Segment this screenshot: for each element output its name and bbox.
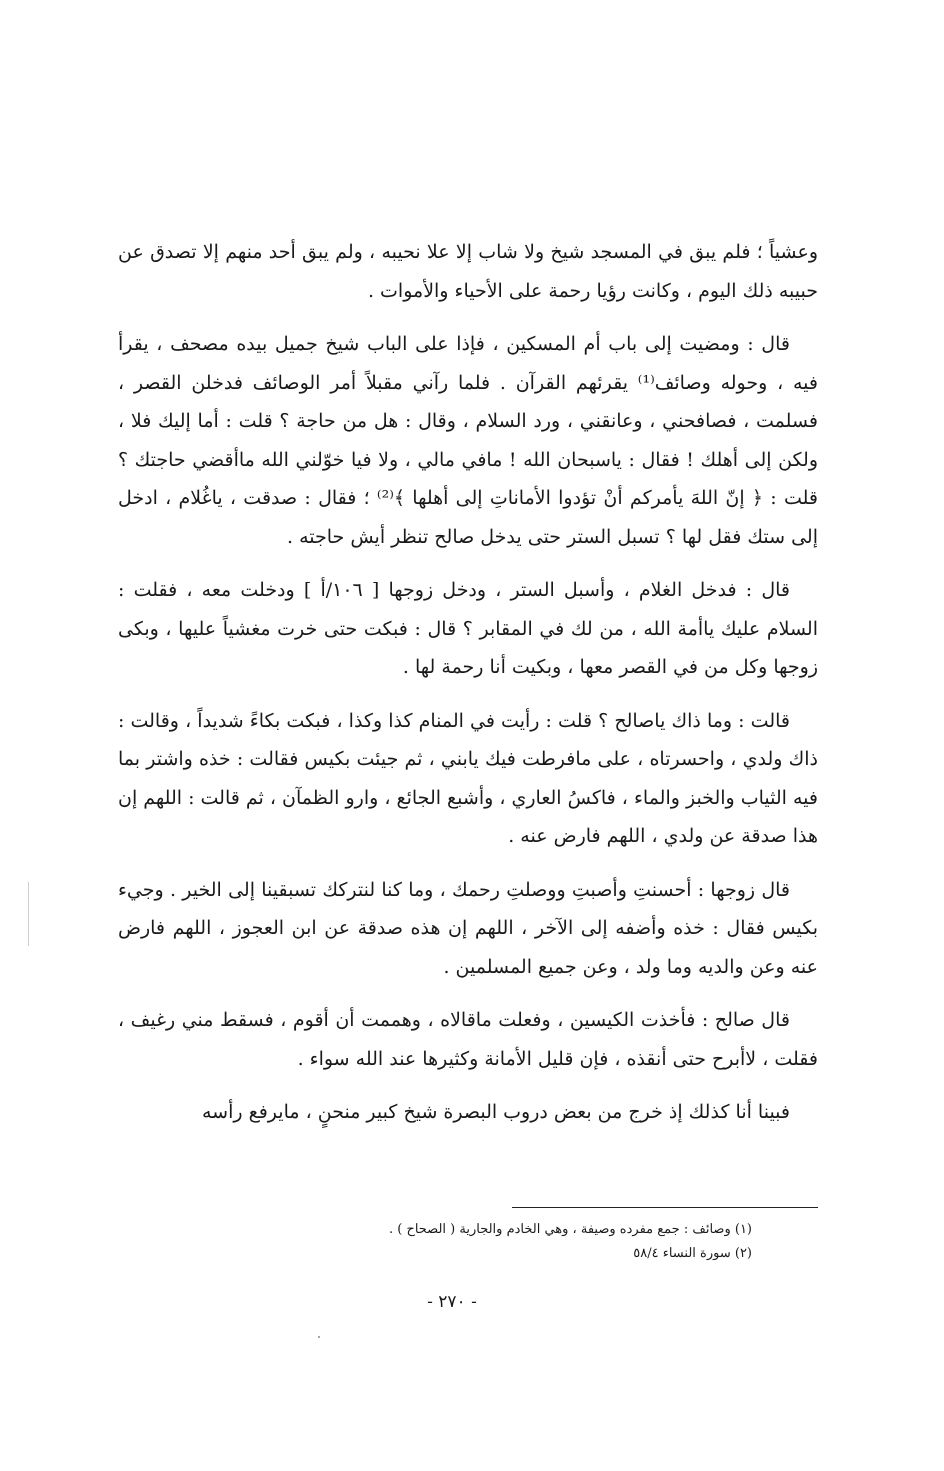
footnote-2: (٢) سورة النساء ٥٨/٤ [633, 1246, 752, 1261]
paragraph-3: قال : فدخل الغلام ، وأسبل الستر ، ودخل زوجها [ ١٠٦/أ ] ودخلت معه ، فقلت : السلام عليك ياأمة الله ، من لك في المقابر ؟ قال : فبكت حتى خرت مغشياً عليها ، وبكى زوجها وكل من في القصر معها ، وبكيت أنا رحمة لها . [118, 579, 818, 678]
footnotes-block [340, 1218, 752, 1266]
paragraph-5: قال زوجها : أحسنتِ وأصبتِ ووصلتِ رحمك ، وما كنا لنتركك تسبقينا إلى الخير . وجيء بكيس فقال : خذه وأضفه إلى الآخر ، اللهم إن هذه صدقة عن ابن العجوز ، اللهم فارض عنه وعن والديه وما ولد ، وعن جميع المسلمين . [118, 878, 818, 978]
paragraph-2: قال : ومضيت إلى باب أم المسكين ، فإذا على الباب شيخ جميل بيده مصحف ، يقرأ فيه ، وحوله وصائف⁽¹⁾ يقرئهم القرآن . فلما رآني مقبلاً أمر الوصائف فدخلن القصر ، فسلمت ، فصافحني ، وعانقني ، ورد السلام ، وقال : هل من حاجة ؟ قلت : أما إليك فلا ، ولكن إلى أهلك ! فقال : ياسبحان الله ! مافي مالي ، ولا فيا خوّلني الله ماأقضي حاجتك ؟ قلت : ﴿ إنّ اللهَ يأمركم أنْ تؤدوا الأماناتِ إلى أهلها ﴾⁽²⁾ ؛ فقال : صدقت ، ياغُلام ، ادخل إلى ستك فقل لها ؟ تسبل الستر حتى يدخل صالح تنظر أيش حاجته . [118, 333, 818, 548]
paragraph-1: وعشياً ؛ فلم يبق في المسجد شيخ ولا شاب إلا علا نحيبه ، ولم يبق أحد منهم إلا تصدق عن حبيبه ذلك اليوم ، وكانت رؤيا رحمة على الأحياء والأموات . [118, 241, 818, 302]
paragraph-6: قال صالح : فأخذت الكيسين ، وفعلت ماقالاه ، وهممت أن أقوم ، فسقط مني رغيف ، فقلت ، لاأبرح حتى أنقذه ، فإن قليل الأمانة وكثيرها عند الله سواء . [118, 1009, 818, 1070]
footnote-1: (١) وصائف : جمع مفرده وصيفة ، وهي الخادم والجارية ( الصحاح ) . [388, 1222, 752, 1237]
footnote-divider [512, 1207, 818, 1208]
paragraph-7: فبينا أنا كذلك إذ خرج من بعض دروب البصرة شيخ كبير منحنٍ ، مايرفع رأسه [202, 1101, 790, 1123]
scan-margin-mark [28, 882, 29, 946]
page-number: - ٢٧٠ - [427, 1292, 477, 1312]
main-text-block [118, 233, 818, 1132]
paragraph-4: قالت : وما ذاك ياصالح ؟ قلت : رأيت في المنام كذا وكذا ، فبكت بكاءً شديداً ، وقالت : ذاك ولدي ، واحسرتاه ، على مافرطت فيك يابني ، ثم جيئت بكيس فقالت : خذه واشتر بما فيه الثياب والخبز والماء ، فاكسُ العاري ، وأشبع الجائع ، وارو الظمآن ، ثم قالت : اللهم إن هذا صدقة عن ولدي ، اللهم فارض عنه . [118, 709, 818, 847]
scan-dot-mark [318, 1336, 320, 1338]
